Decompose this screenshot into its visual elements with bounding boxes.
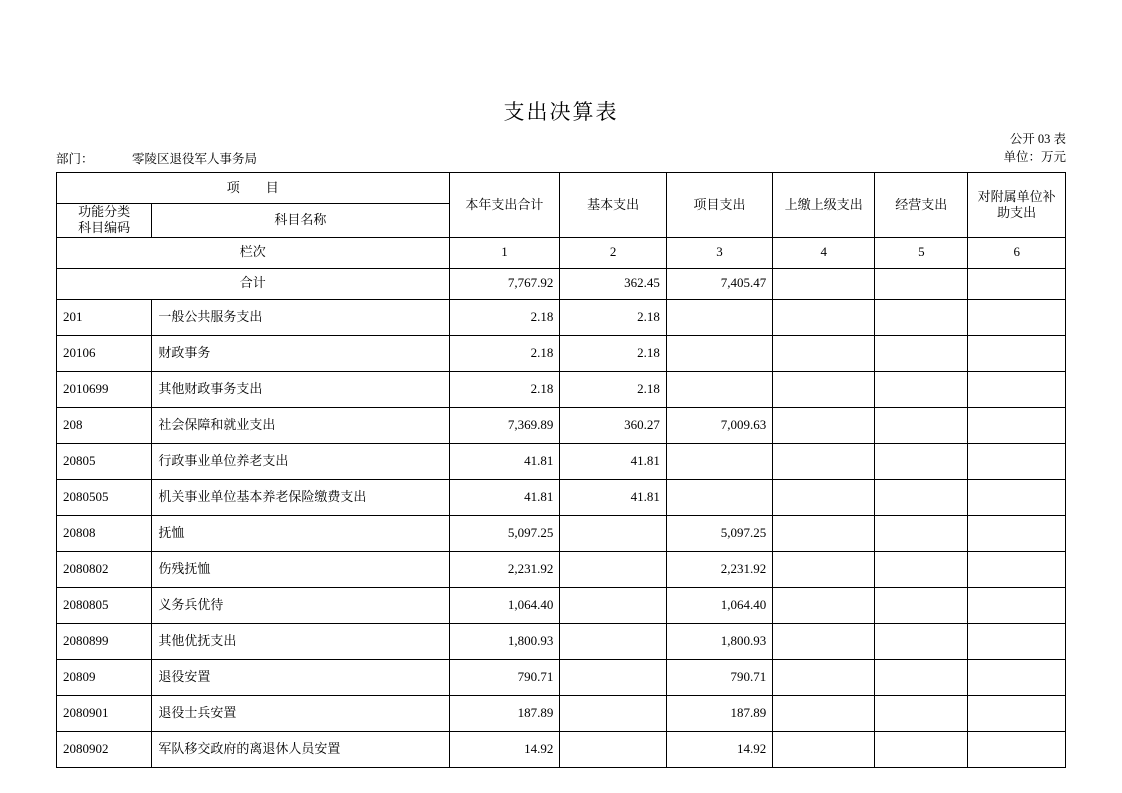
row-total: 41.81 (449, 443, 560, 479)
department-value: 零陵区退役军人事务局 (132, 152, 258, 166)
row-name: 伤残抚恤 (152, 551, 449, 587)
row-upper (773, 299, 875, 335)
row-upper (773, 731, 875, 767)
row-code: 208 (57, 407, 152, 443)
row-subsidy (968, 551, 1066, 587)
total-value-operate (875, 268, 968, 299)
department-line (56, 150, 257, 168)
header-function-code-line1: 功能分类 (78, 204, 131, 219)
row-code: 20808 (57, 515, 152, 551)
lanci-4: 4 (773, 237, 875, 268)
row-subsidy (968, 371, 1066, 407)
row-project: 14.92 (666, 731, 772, 767)
row-subsidy (968, 479, 1066, 515)
lanci-2: 2 (560, 237, 666, 268)
header-function-code-line2: 科目编码 (78, 220, 131, 236)
row-total: 2.18 (449, 299, 560, 335)
row-project (666, 443, 772, 479)
row-project (666, 335, 772, 371)
row-name: 抚恤 (152, 515, 449, 551)
row-operate (875, 623, 968, 659)
row-subsidy (968, 659, 1066, 695)
row-upper (773, 659, 875, 695)
row-code: 2080899 (57, 623, 152, 659)
row-project: 5,097.25 (666, 515, 772, 551)
row-name: 其他优抚支出 (152, 623, 449, 659)
row-basic (560, 551, 666, 587)
department-label: 部门： (56, 152, 94, 166)
table-row (57, 695, 1066, 731)
row-basic (560, 695, 666, 731)
table-row (57, 515, 1066, 551)
row-basic: 360.27 (560, 407, 666, 443)
row-operate (875, 371, 968, 407)
row-basic: 2.18 (560, 371, 666, 407)
row-code: 2010699 (57, 371, 152, 407)
row-project (666, 371, 772, 407)
table-row (57, 371, 1066, 407)
row-project: 2,231.92 (666, 551, 772, 587)
row-name: 一般公共服务支出 (152, 299, 449, 335)
row-total: 5,097.25 (449, 515, 560, 551)
row-operate (875, 479, 968, 515)
row-project: 1,064.40 (666, 587, 772, 623)
row-operate (875, 299, 968, 335)
total-value-project: 7,405.47 (666, 268, 772, 299)
row-subsidy (968, 587, 1066, 623)
header-project: 项目支出 (666, 173, 772, 238)
row-code: 20805 (57, 443, 152, 479)
row-project: 1,800.93 (666, 623, 772, 659)
header-function-code (57, 204, 152, 238)
row-total: 41.81 (449, 479, 560, 515)
row-code: 20809 (57, 659, 152, 695)
row-basic (560, 623, 666, 659)
row-basic (560, 659, 666, 695)
public-form-number: 公开 03 表 (1009, 132, 1066, 146)
row-code: 201 (57, 299, 152, 335)
row-upper (773, 335, 875, 371)
row-basic (560, 731, 666, 767)
row-operate (875, 515, 968, 551)
row-total: 1,800.93 (449, 623, 560, 659)
row-operate (875, 659, 968, 695)
header-total: 本年支出合计 (449, 173, 560, 238)
table-header-row-1 (57, 173, 1066, 204)
row-basic: 2.18 (560, 335, 666, 371)
total-value-total: 7,767.92 (449, 268, 560, 299)
row-subsidy (968, 731, 1066, 767)
row-upper (773, 551, 875, 587)
form-meta (1003, 130, 1066, 166)
row-basic: 41.81 (560, 443, 666, 479)
row-basic: 2.18 (560, 299, 666, 335)
row-basic (560, 587, 666, 623)
table-row (57, 731, 1066, 767)
row-subsidy (968, 443, 1066, 479)
row-total: 2.18 (449, 335, 560, 371)
row-name: 财政事务 (152, 335, 449, 371)
row-upper (773, 515, 875, 551)
row-code: 2080802 (57, 551, 152, 587)
row-name: 社会保障和就业支出 (152, 407, 449, 443)
row-project (666, 479, 772, 515)
row-total: 14.92 (449, 731, 560, 767)
row-total: 187.89 (449, 695, 560, 731)
total-value-basic: 362.45 (560, 268, 666, 299)
row-subsidy (968, 695, 1066, 731)
table-row (57, 299, 1066, 335)
page-title: 支出决算表 (503, 100, 619, 124)
row-name: 军队移交政府的离退休人员安置 (152, 731, 449, 767)
table-row (57, 443, 1066, 479)
row-basic (560, 515, 666, 551)
table-row (57, 623, 1066, 659)
row-project (666, 299, 772, 335)
table-row (57, 335, 1066, 371)
table-row (57, 659, 1066, 695)
row-total: 2.18 (449, 371, 560, 407)
header-upper: 上缴上级支出 (773, 173, 875, 238)
row-subsidy (968, 335, 1066, 371)
row-project: 7,009.63 (666, 407, 772, 443)
row-code: 20106 (57, 335, 152, 371)
row-name: 退役士兵安置 (152, 695, 449, 731)
row-upper (773, 371, 875, 407)
total-label: 合计 (57, 268, 450, 299)
row-code: 2080805 (57, 587, 152, 623)
row-operate (875, 587, 968, 623)
row-operate (875, 551, 968, 587)
table-row (57, 407, 1066, 443)
table-column-number-row (57, 237, 1066, 268)
row-subsidy (968, 299, 1066, 335)
table-row (57, 479, 1066, 515)
row-subsidy (968, 515, 1066, 551)
lanci-1: 1 (449, 237, 560, 268)
row-code: 2080902 (57, 731, 152, 767)
row-total: 1,064.40 (449, 587, 560, 623)
row-upper (773, 443, 875, 479)
table-row-total (57, 268, 1066, 299)
row-name: 退役安置 (152, 659, 449, 695)
row-upper (773, 623, 875, 659)
row-subsidy (968, 623, 1066, 659)
row-total: 2,231.92 (449, 551, 560, 587)
expenditure-table (56, 172, 1066, 768)
row-code: 2080901 (57, 695, 152, 731)
row-operate (875, 407, 968, 443)
row-total: 7,369.89 (449, 407, 560, 443)
table-row (57, 587, 1066, 623)
row-operate (875, 731, 968, 767)
row-upper (773, 479, 875, 515)
table-row (57, 551, 1066, 587)
row-code: 2080505 (57, 479, 152, 515)
lanci-3: 3 (666, 237, 772, 268)
unit-note: 单位：万元 (1003, 150, 1066, 164)
total-value-upper (773, 268, 875, 299)
row-project: 187.89 (666, 695, 772, 731)
header-subject-name: 科目名称 (152, 204, 449, 238)
header-operate: 经营支出 (875, 173, 968, 238)
row-name: 义务兵优待 (152, 587, 449, 623)
row-upper (773, 587, 875, 623)
row-operate (875, 695, 968, 731)
row-name: 机关事业单位基本养老保险缴费支出 (152, 479, 449, 515)
header-subsidy: 对附属单位补助支出 (968, 173, 1066, 238)
header-basic: 基本支出 (560, 173, 666, 238)
row-operate (875, 443, 968, 479)
row-total: 790.71 (449, 659, 560, 695)
lanci-label: 栏次 (57, 237, 450, 268)
total-value-subsidy (968, 268, 1066, 299)
row-subsidy (968, 407, 1066, 443)
row-name: 行政事业单位养老支出 (152, 443, 449, 479)
header-item-group: 项 目 (57, 173, 450, 204)
row-upper (773, 695, 875, 731)
lanci-5: 5 (875, 237, 968, 268)
row-operate (875, 335, 968, 371)
lanci-6: 6 (968, 237, 1066, 268)
row-upper (773, 407, 875, 443)
row-name: 其他财政事务支出 (152, 371, 449, 407)
row-basic: 41.81 (560, 479, 666, 515)
row-project: 790.71 (666, 659, 772, 695)
